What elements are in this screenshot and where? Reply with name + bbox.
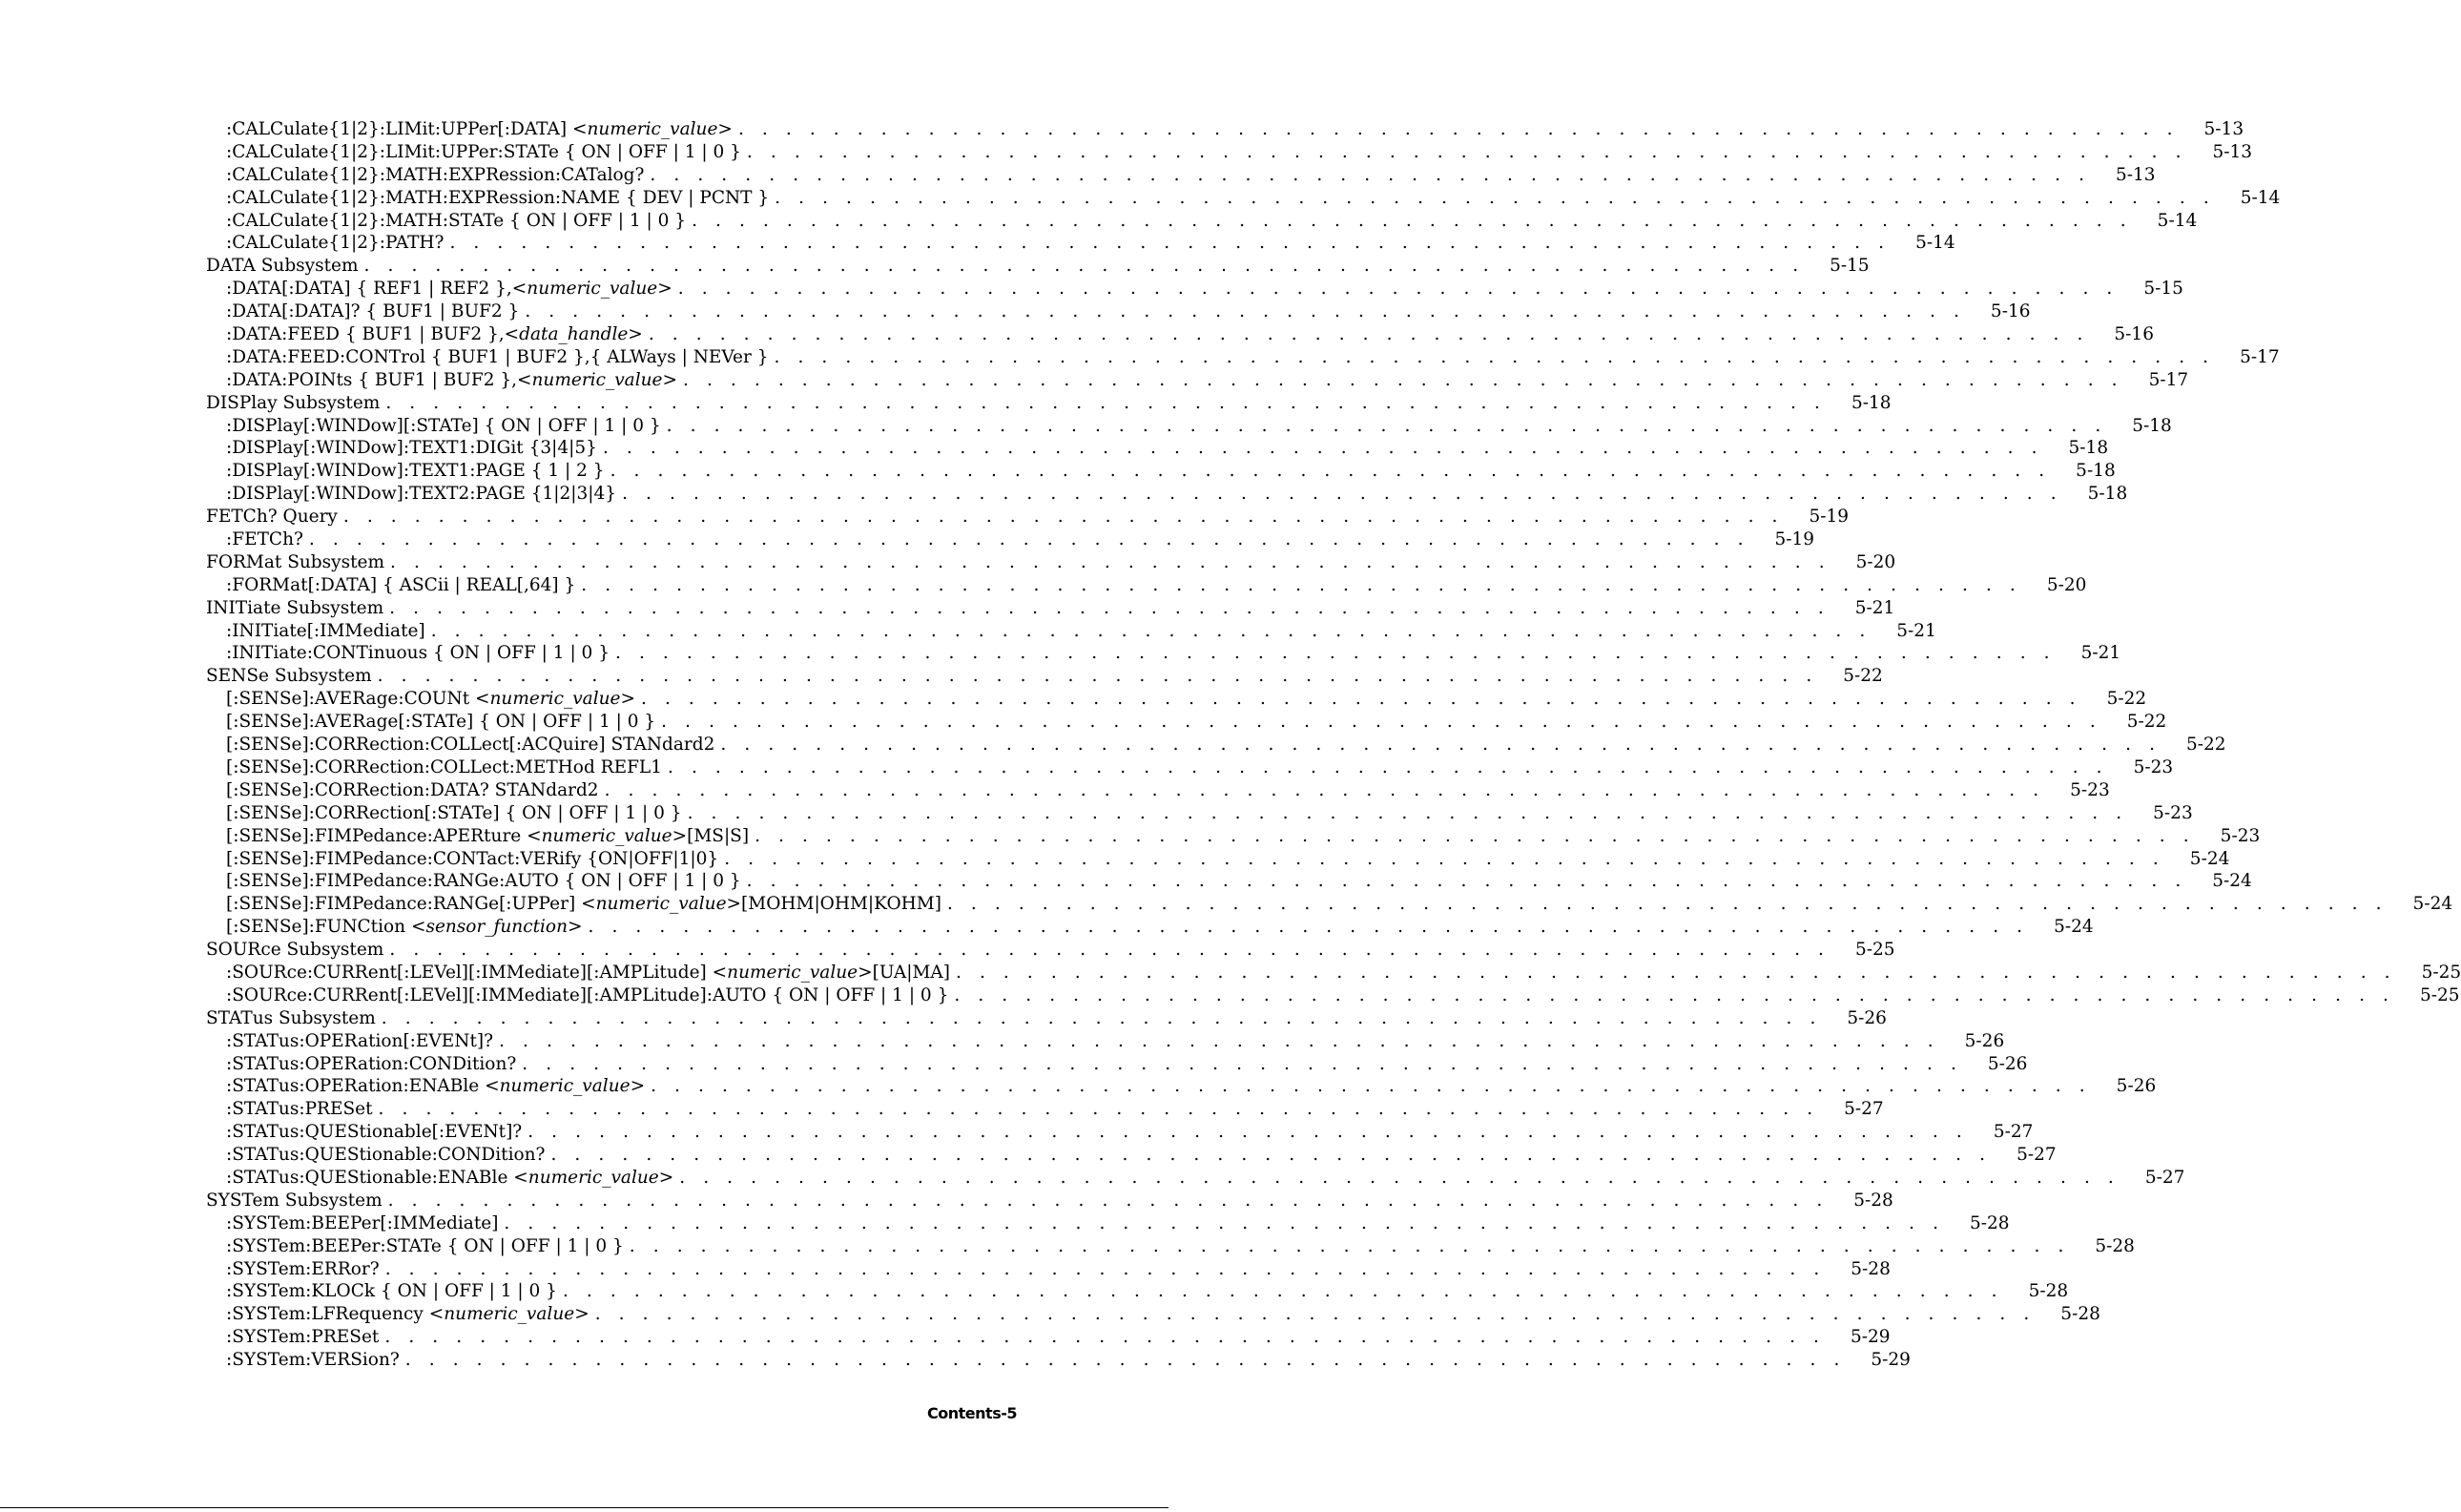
toc-subentry[interactable]	[206, 620, 1936, 643]
toc-subentry[interactable]	[206, 688, 2147, 711]
toc-entry-text: :STATus:OPERation:CONDition?	[226, 1053, 517, 1074]
toc-entry-text: :STATus:QUEStionable:CONDition?	[226, 1145, 546, 1166]
toc-page-number: 5-16	[1990, 301, 2031, 322]
toc-entry-label	[226, 848, 718, 871]
toc-entry-label	[226, 118, 733, 141]
toc-entry-text: :SYSTem:BEEPer:STATe { ON | OFF | 1 | 0 }	[226, 1235, 624, 1256]
toc-entry-label	[226, 346, 769, 369]
toc-subentry[interactable]	[206, 1349, 1911, 1372]
toc-page-number: 5-23	[2133, 756, 2174, 777]
toc-section-entry[interactable]	[206, 665, 1883, 688]
toc-entry-label	[226, 802, 682, 825]
toc-entry-parameter: <numeric_value>	[475, 689, 635, 710]
toc-entry-text: :DISPlay[:WINDow]:TEXT2:PAGE {1|2|3|4}	[226, 484, 617, 505]
toc-entry-label	[226, 1258, 380, 1281]
toc-entry-label	[206, 1190, 383, 1212]
toc-subentry[interactable]	[206, 1258, 1891, 1281]
toc-page-number: 5-19	[1809, 507, 1850, 528]
toc-entry-label	[226, 300, 519, 323]
toc-entry-text: :DATA:FEED { BUF1 | BUF2 },	[226, 324, 505, 345]
toc-entry-text: [:SENSe]:AVERage[:STATe] { ON | OFF | 1 | 0 }	[226, 712, 656, 733]
toc-entry-text: :SYSTem:LFRequency	[226, 1304, 429, 1325]
toc-entry-label	[226, 1212, 498, 1235]
toc-page-number: 5-17	[2148, 369, 2189, 390]
toc-entry-text: :STATus:OPERation:ENABle	[226, 1076, 486, 1097]
toc-page-number: 5-14	[2157, 210, 2198, 231]
toc-subentry[interactable]	[206, 1235, 2135, 1258]
toc-entry-text: [:SENSe]:CORRection:COLLect:METHod REFL1	[226, 756, 662, 777]
toc-subentry[interactable]	[206, 1280, 2069, 1303]
toc-section-entry[interactable]	[206, 1007, 1887, 1030]
dot-leader: . . . . . . . . . . . . . . . . . . . . . . . . . . . . . . . . . . . . . . . . . . . . . . . . . . . . . . . . . . . . .	[629, 1235, 2070, 1256]
toc-page-number: 5-18	[2132, 415, 2172, 436]
toc-entry-label	[226, 187, 769, 210]
toc-subentry[interactable]	[206, 1303, 2100, 1326]
toc-subentry[interactable]	[206, 802, 2193, 825]
dot-leader: . . . . . . . . . . . . . . . . . . . . . . . . . . . . . . . . . . . . . . . . . . . . . . . . . . . . . . . . . . . . .	[308, 529, 1750, 550]
dot-leader: . . . . . . . . . . . . . . . . . . . . . . . . . . . . . . . . . . . . . . . . . . . . . . . . . . . . . . . . . . . . .	[954, 984, 2395, 1005]
toc-entry-label	[206, 551, 384, 574]
toc-entry-text: [:SENSe]:FIMPedance:APERture	[226, 825, 527, 846]
toc-subentry[interactable]	[206, 1167, 2185, 1190]
toc-entry-label	[226, 415, 661, 438]
dot-leader: . . . . . . . . . . . . . . . . . . . . . . . . . . . . . . . . . . . . . . . . . . . . . . . . . . . . . . . . . . . . .	[377, 666, 1818, 687]
toc-entry-label	[226, 141, 741, 164]
toc-page-number: 5-16	[2114, 324, 2154, 345]
toc-entry-text: [:SENSe]:CORRection:COLLect[:ACQuire] STANdard2	[226, 735, 715, 756]
toc-entry-text: :SOURce:CURRent[:LEVel][:IMMediate][:AMPLitude]:AUTO { ON | OFF | 1 | 0 }	[226, 984, 949, 1005]
toc-subentry[interactable]	[206, 1144, 2057, 1167]
toc-entry-label	[226, 825, 749, 848]
dot-leader: . . . . . . . . . . . . . . . . . . . . . . . . . . . . . . . . . . . . . . . . . . . . . . . . . . . . . . . . . . . . .	[666, 415, 2107, 436]
dot-leader: . . . . . . . . . . . . . . . . . . . . . . . . . . . . . . . . . . . . . . . . . . . . . . . . . . . . . . . . . . . . .	[610, 461, 2051, 482]
toc-page-number: 5-27	[1993, 1122, 2034, 1143]
toc-entry-label	[226, 642, 610, 665]
toc-subentry[interactable]	[206, 210, 2198, 233]
toc-entry-text: [:SENSe]:AVERage:COUNt	[226, 689, 476, 710]
dot-leader: . . . . . . . . . . . . . . . . . . . . . . . . . . . . . . . . . . . . . . . . . . . . . . . . . . . . . . . . . . . . .	[661, 712, 2102, 733]
toc-subentry[interactable]	[206, 574, 2087, 597]
toc-page-number: 5-15	[2143, 279, 2183, 300]
toc-subentry[interactable]	[206, 346, 2280, 369]
toc-entry-label	[206, 665, 372, 688]
toc-page-number: 5-26	[1847, 1007, 1887, 1028]
toc-entry-label	[226, 323, 643, 346]
toc-entry-label	[226, 1144, 545, 1167]
toc-entry-label	[226, 369, 677, 392]
toc-entry-text: :SYSTem:BEEPer[:IMMediate]	[226, 1212, 499, 1233]
dot-leader: . . . . . . . . . . . . . . . . . . . . . . . . . . . . . . . . . . . . . . . . . . . . . . . . . . . . . . . . . . . . .	[679, 1167, 2120, 1188]
toc-subentry[interactable]	[206, 916, 2094, 939]
toc-entry-label	[226, 1053, 516, 1076]
toc-page-number: 5-22	[2185, 735, 2226, 756]
toc-entry-label	[206, 506, 338, 528]
dot-leader: . . . . . . . . . . . . . . . . . . . . . . . . . . . . . . . . . . . . . . . . . . . . . . . . . . . . . . . . . . . . .	[342, 507, 1785, 528]
toc-entry-parameter: <numeric_value>	[485, 1076, 646, 1097]
toc-subentry[interactable]	[206, 1098, 1884, 1121]
toc-page-number: 5-18	[1851, 392, 1892, 413]
toc-page-number: 5-25	[2421, 962, 2461, 983]
bottom-rule	[0, 1507, 1168, 1508]
toc-entry-text: :SYSTem:VERSion?	[226, 1350, 400, 1371]
toc-entry-label	[226, 711, 655, 734]
toc-page-number: 5-22	[2126, 712, 2167, 733]
dot-leader: . . . . . . . . . . . . . . . . . . . . . . . . . . . . . . . . . . . . . . . . . . . . . . . . . . . . . . . . . . . . .	[384, 1258, 1826, 1279]
toc-page-number: 5-26	[1964, 1030, 2005, 1051]
toc-entry-text: :STATus:QUEStionable:ENABle	[226, 1167, 514, 1188]
toc-entry-label	[226, 1235, 624, 1258]
toc-page-number: 5-24	[2189, 848, 2230, 869]
toc-subentry[interactable]	[206, 734, 2226, 756]
toc-entry-text: :CALCulate{1|2}:MATH:EXPRession:CATalog?	[226, 164, 645, 185]
toc-entry-label	[226, 483, 616, 506]
toc-entry-label	[206, 255, 359, 278]
toc-entry-text: DATA Subsystem	[206, 256, 359, 277]
toc-entry-text: :INITiate[:IMMediate]	[226, 620, 425, 641]
toc-entry-parameter: <numeric_value>	[581, 894, 742, 915]
toc-entry-label	[226, 460, 605, 483]
dot-leader: . . . . . . . . . . . . . . . . . . . . . . . . . . . . . . . . . . . . . . . . . . . . . . . . . . . . . . . . . . . . .	[384, 1327, 1826, 1348]
toc-entry-label	[226, 574, 575, 597]
toc-entry-text: :DISPlay[:WINDow][:STATe] { ON | OFF | 1 | 0 }	[226, 415, 661, 436]
toc-subentry[interactable]	[206, 870, 2252, 893]
toc-entry-label	[206, 939, 383, 962]
toc-page-number: 5-14	[2240, 187, 2281, 208]
dot-leader: . . . . . . . . . . . . . . . . . . . . . . . . . . . . . . . . . . . . . . . . . . . . . . . . . . . . . . . . . . . . .	[720, 735, 2161, 756]
toc-page-number: 5-15	[1830, 256, 1870, 277]
dot-leader: . . . . . . . . . . . . . . . . . . . . . . . . . . . . . . . . . . . . . . . . . . . . . . . . . . . . . . . . . . . . .	[650, 164, 2091, 185]
toc-entry-suffix: [UA|MA]	[872, 962, 950, 983]
toc-page-number: 5-27	[2016, 1145, 2057, 1166]
toc-entry-text: :DATA[:DATA] { REF1 | REF2 },	[226, 279, 512, 300]
toc-subentry[interactable]	[206, 848, 2230, 871]
toc-page-number: 5-28	[2028, 1281, 2069, 1302]
toc-page-number: 5-17	[2240, 346, 2280, 367]
dot-leader: . . . . . . . . . . . . . . . . . . . . . . . . . . . . . . . . . . . . . . . . . . . . . . . . . . . . . . . . . . . . .	[737, 119, 2180, 139]
toc-entry-text: :FETCh?	[226, 529, 303, 550]
toc-page-number: 5-28	[2095, 1235, 2135, 1256]
toc-entry-label	[226, 210, 686, 233]
dot-leader: . . . . . . . . . . . . . . . . . . . . . . . . . . . . . . . . . . . . . . . . . . . . . . . . . . . . . . . . . . . . .	[746, 871, 2187, 892]
toc-subentry[interactable]	[206, 825, 2261, 848]
dot-leader: . . . . . . . . . . . . . . . . . . . . . . . . . . . . . . . . . . . . . . . . . . . . . . . . . . . . . . . . . . . . .	[504, 1212, 1945, 1233]
toc-entry-text: :STATus:QUEStionable[:EVENt]?	[226, 1122, 523, 1143]
toc-page-number: 5-21	[2080, 643, 2121, 664]
toc-page-number: 5-27	[1844, 1099, 1884, 1120]
dot-leader: . . . . . . . . . . . . . . . . . . . . . . . . . . . . . . . . . . . . . . . . . . . . . . . . . . . . . . . . . . . . .	[404, 1350, 1846, 1371]
toc-entry-label	[226, 1098, 373, 1121]
toc-subentry[interactable]	[206, 460, 2116, 483]
toc-entry-text: [:SENSe]:CORRection[:STATe] { ON | OFF | 1 | 0 }	[226, 802, 682, 823]
dot-leader: . . . . . . . . . . . . . . . . . . . . . . . . . . . . . . . . . . . . . . . . . . . . . . . . . . . . . . . . . . . . .	[385, 392, 1827, 413]
toc-page-number: 5-24	[2212, 871, 2252, 892]
toc-page-number: 5-25	[1854, 940, 1895, 961]
dot-leader: . . . . . . . . . . . . . . . . . . . . . . . . . . . . . . . . . . . . . . . . . . . . . . . . . . . . . . . . . . . . .	[430, 620, 1872, 641]
toc-page-number: 5-23	[2220, 825, 2261, 846]
dot-leader: . . . . . . . . . . . . . . . . . . . . . . . . . . . . . . . . . . . . . . . . . . . . . . . . . . . . . . . . . . . . .	[651, 1076, 2092, 1097]
toc-entry-text: :STATus:PRESet	[226, 1099, 373, 1120]
toc-page-number: 5-21	[1854, 597, 1895, 618]
toc-entry-parameter: <sensor_function>	[410, 917, 583, 938]
toc-entry-text: :SYSTem:ERRor?	[226, 1258, 380, 1279]
dot-leader: . . . . . . . . . . . . . . . . . . . . . . . . . . . . . . . . . . . . . . . . . . . . . . . . . . . . . . . . . . . . .	[668, 756, 2109, 777]
toc-entry-parameter: <numeric_value>	[513, 1167, 674, 1188]
toc-page-number: 5-25	[2419, 984, 2460, 1005]
toc-entry-label	[226, 1167, 673, 1190]
dot-leader: . . . . . . . . . . . . . . . . . . . . . . . . . . . . . . . . . . . . . . . . . . . . . . . . . . . . . . . . . . . . .	[499, 1030, 1940, 1051]
dot-leader: . . . . . . . . . . . . . . . . . . . . . . . . . . . . . . . . . . . . . . . . . . . . . . . . . . . . . . . . . . . . .	[724, 848, 2165, 869]
toc-entry-label	[226, 528, 303, 551]
toc-page-number: 5-26	[1987, 1053, 2028, 1074]
toc-entry-text: :STATus:OPERation[:EVENt]?	[226, 1030, 494, 1051]
toc-entry-label	[226, 1280, 557, 1303]
toc-subentry[interactable]	[206, 118, 2244, 141]
toc-entry-text: [:SENSe]:CORRection:DATA? STANdard2	[226, 779, 599, 800]
toc-subentry[interactable]	[206, 323, 2154, 346]
toc-entry-text: :CALCulate{1|2}:LIMit:UPPer:STATe { ON | OFF | 1 | 0 }	[226, 141, 741, 162]
toc-subentry[interactable]	[206, 437, 2109, 460]
toc-entry-label	[226, 620, 425, 643]
toc-subentry[interactable]	[206, 187, 2281, 210]
toc-entry-text: :DISPlay[:WINDow]:TEXT1:DIGit {3|4|5}	[226, 438, 597, 459]
toc-entry-text: :SYSTem:KLOCk { ON | OFF | 1 | 0 }	[226, 1281, 557, 1302]
toc-subentry[interactable]	[206, 642, 2121, 665]
toc-subentry[interactable]	[206, 141, 2253, 164]
dot-leader: . . . . . . . . . . . . . . . . . . . . . . . . . . . . . . . . . . . . . . . . . . . . . . . . . . . . . . . . . . . . .	[955, 962, 2397, 983]
toc-entry-label	[226, 734, 714, 756]
toc-entry-label	[226, 1303, 589, 1326]
toc-page-number: 5-20	[2046, 574, 2087, 595]
dot-leader: . . . . . . . . . . . . . . . . . . . . . . . . . . . . . . . . . . . . . . . . . . . . . . . . . . . . . . . . . . . . .	[692, 210, 2133, 231]
toc-section-entry[interactable]	[206, 597, 1895, 620]
toc-page-number: 5-22	[2106, 689, 2147, 710]
toc-page-number: 5-22	[1843, 666, 1883, 687]
dot-leader: . . . . . . . . . . . . . . . . . . . . . . . . . . . . . . . . . . . . . . . . . . . . . . . . . . . . . . . . . . . . .	[755, 825, 2196, 846]
toc-entry-suffix: [MS|S]	[687, 825, 750, 846]
dot-leader: . . . . . . . . . . . . . . . . . . . . . . . . . . . . . . . . . . . . . . . . . . . . . . . . . . . . . . . . . . . . .	[594, 1304, 2036, 1325]
toc-page-number: 5-14	[1915, 233, 1955, 254]
dot-leader: . . . . . . . . . . . . . . . . . . . . . . . . . . . . . . . . . . . . . . . . . . . . . . . . . . . . . . . . . . . . .	[622, 484, 2063, 505]
toc-section-entry[interactable]	[206, 551, 1896, 574]
toc-page-number: 5-13	[2203, 119, 2244, 139]
dot-leader: . . . . . . . . . . . . . . . . . . . . . . . . . . . . . . . . . . . . . . . . . . . . . . . . . . . . . . . . . . . . .	[581, 574, 2022, 595]
toc-entry-text: :CALCulate{1|2}:LIMit:UPPer[:DATA]	[226, 119, 572, 139]
toc-entry-label	[226, 688, 635, 711]
dot-leader: . . . . . . . . . . . . . . . . . . . . . . . . . . . . . . . . . . . . . . . . . . . . . . . . . . . . . . . . . . . . .	[389, 597, 1830, 618]
toc-entry-parameter: <numeric_value>	[571, 119, 733, 139]
toc-subentry[interactable]	[206, 300, 2031, 323]
dot-leader: . . . . . . . . . . . . . . . . . . . . . . . . . . . . . . . . . . . . . . . . . . . . . . . . . . . . . . . . . . . . .	[588, 917, 2029, 938]
toc-entry-parameter: <numeric_value>	[428, 1304, 589, 1325]
dot-leader: . . . . . . . . . . . . . . . . . . . . . . . . . . . . . . . . . . . . . . . . . . . . . . . . . . . . . . . . . . . . .	[522, 1053, 1963, 1074]
toc-page-number: 5-28	[1851, 1258, 1891, 1279]
toc-entry-text: :SOURce:CURRent[:LEVel][:IMMediate][:AMPLitude]	[226, 962, 713, 983]
toc-subentry[interactable]	[206, 893, 2453, 916]
toc-page-number: 5-23	[2070, 779, 2110, 800]
toc-subentry[interactable]	[206, 779, 2110, 802]
dot-leader: . . . . . . . . . . . . . . . . . . . . . . . . . . . . . . . . . . . . . . . . . . . . . . . . . . . . . . . . . . . . .	[946, 894, 2389, 915]
dot-leader: . . . . . . . . . . . . . . . . . . . . . . . . . . . . . . . . . . . . . . . . . . . . . . . . . . . . . . . . . . . . .	[562, 1281, 2004, 1302]
toc-entry-label	[226, 1349, 400, 1372]
dot-leader: . . . . . . . . . . . . . . . . . . . . . . . . . . . . . . . . . . . . . . . . . . . . . . . . . . . . . . . . . . . . .	[746, 141, 2188, 162]
toc-entry-text: SYSTem Subsystem	[206, 1190, 383, 1211]
toc-subentry[interactable]	[206, 369, 2189, 392]
toc-entry-text: :CALCulate{1|2}:PATH?	[226, 233, 445, 254]
toc-entry-parameter: <numeric_value>	[527, 825, 688, 846]
toc-entry-text: SOURce Subsystem	[206, 940, 384, 961]
toc-entry-label	[226, 1121, 522, 1144]
dot-leader: . . . . . . . . . . . . . . . . . . . . . . . . . . . . . . . . . . . . . . . . . . . . . . . . . . . . . . . . . . . . .	[389, 940, 1830, 961]
toc-page-number: 5-29	[1871, 1350, 1911, 1371]
toc-section-entry[interactable]	[206, 392, 1892, 415]
toc-page-number: 5-21	[1896, 620, 1936, 641]
toc-page-number: 5-29	[1850, 1327, 1891, 1348]
toc-entry-label	[226, 278, 672, 300]
toc-entry-label	[226, 437, 597, 460]
toc-entry-label	[206, 597, 383, 620]
toc-subentry[interactable]	[206, 1212, 2010, 1235]
toc-entry-label	[226, 893, 941, 916]
toc-entry-label	[226, 1326, 379, 1349]
toc-page-number: 5-13	[2212, 141, 2253, 162]
toc-page-number: 5-23	[2153, 802, 2193, 823]
dot-leader: . . . . . . . . . . . . . . . . . . . . . . . . . . . . . . . . . . . . . . . . . . . . . . . . . . . . . . . . . . . . .	[687, 802, 2128, 823]
dot-leader: . . . . . . . . . . . . . . . . . . . . . . . . . . . . . . . . . . . . . . . . . . . . . . . . . . . . . . . . . . . . .	[525, 301, 1966, 322]
toc-entry-text: :INITiate:CONTinuous { ON | OFF | 1 | 0 }	[226, 643, 610, 664]
toc-page-number: 5-20	[1855, 551, 1896, 572]
page-number-footer: Contents-5	[927, 1404, 1017, 1422]
toc-entry-text: :FORMat[:DATA] { ASCii | REAL[,64] }	[226, 574, 576, 595]
toc-entry-text: :SYSTem:PRESet	[226, 1327, 380, 1348]
toc-entry-label	[206, 1007, 376, 1030]
toc-entry-label	[226, 164, 644, 187]
toc-subentry[interactable]	[206, 1053, 2028, 1076]
toc-page-number: 5-18	[2076, 461, 2116, 482]
toc-subentry[interactable]	[206, 984, 2460, 1007]
dot-leader: . . . . . . . . . . . . . . . . . . . . . . . . . . . . . . . . . . . . . . . . . . . . . . . . . . . . . . . . . . . . .	[604, 779, 2045, 800]
toc-entry-text: FETCh? Query	[206, 507, 338, 528]
dot-leader: . . . . . . . . . . . . . . . . . . . . . . . . . . . . . . . . . . . . . . . . . . . . . . . . . . . . . . . . . . . . .	[381, 1007, 1822, 1028]
toc-page-number: 5-18	[2068, 438, 2109, 459]
toc-entry-parameter: <numeric_value>	[712, 962, 873, 983]
toc-page-number: 5-28	[2060, 1304, 2100, 1325]
toc-page-number: 5-24	[2412, 894, 2453, 915]
toc-subentry[interactable]	[206, 278, 2183, 300]
toc-page-number: 5-26	[2116, 1076, 2157, 1097]
toc-entry-parameter: <numeric_value>	[517, 369, 677, 390]
toc-entry-text: SENSe Subsystem	[206, 666, 372, 687]
toc-entry-label	[206, 392, 380, 415]
toc-entry-label	[226, 870, 741, 893]
dot-leader: . . . . . . . . . . . . . . . . . . . . . . . . . . . . . . . . . . . . . . . . . . . . . . . . . . . . . . . . . . . . .	[774, 346, 2215, 367]
toc-entry-text: INITiate Subsystem	[206, 597, 384, 618]
toc-entry-text: :DISPlay[:WINDow]:TEXT1:PAGE { 1 | 2 }	[226, 461, 605, 482]
toc-entry-label	[226, 1030, 493, 1053]
dot-leader: . . . . . . . . . . . . . . . . . . . . . . . . . . . . . . . . . . . . . . . . . . . . . . . . . . . . . . . . . . . . .	[614, 643, 2057, 664]
toc-entry-label	[226, 962, 950, 984]
table-of-contents	[206, 118, 2461, 1372]
dot-leader: . . . . . . . . . . . . . . . . . . . . . . . . . . . . . . . . . . . . . . . . . . . . . . . . . . . . . . . . . . . . .	[775, 187, 2216, 208]
toc-subentry[interactable]	[206, 1030, 2005, 1053]
toc-entry-label	[226, 232, 444, 255]
toc-entry-text: :CALCulate{1|2}:MATH:EXPRession:NAME { DEV | PCNT }	[226, 187, 770, 208]
toc-subentry[interactable]	[206, 1121, 2034, 1144]
toc-section-entry[interactable]	[206, 506, 1850, 528]
dot-leader: . . . . . . . . . . . . . . . . . . . . . . . . . . . . . . . . . . . . . . . . . . . . . . . . . . . . . . . . . . . . .	[378, 1099, 1819, 1120]
toc-page-number: 5-24	[2054, 917, 2094, 938]
toc-entry-suffix: [MOHM|OHM|KOHM]	[741, 894, 941, 915]
toc-entry-text: DISPlay Subsystem	[206, 392, 381, 413]
toc-section-entry[interactable]	[206, 939, 1895, 962]
dot-leader: . . . . . . . . . . . . . . . . . . . . . . . . . . . . . . . . . . . . . . . . . . . . . . . . . . . . . . . . . . . . .	[363, 256, 1805, 277]
toc-entry-parameter: <data_handle>	[504, 324, 643, 345]
toc-section-entry[interactable]	[206, 255, 1870, 278]
dot-leader: . . . . . . . . . . . . . . . . . . . . . . . . . . . . . . . . . . . . . . . . . . . . . . . . . . . . . . . . . . . . .	[550, 1145, 1992, 1166]
dot-leader: . . . . . . . . . . . . . . . . . . . . . . . . . . . . . . . . . . . . . . . . . . . . . . . . . . . . . . . . . . . . .	[449, 233, 1891, 254]
dot-leader: . . . . . . . . . . . . . . . . . . . . . . . . . . . . . . . . . . . . . . . . . . . . . . . . . . . . . . . . . . . . .	[648, 324, 2089, 345]
toc-subentry[interactable]	[206, 232, 1955, 255]
toc-entry-label	[226, 916, 582, 939]
dot-leader: . . . . . . . . . . . . . . . . . . . . . . . . . . . . . . . . . . . . . . . . . . . . . . . . . . . . . . . . . . . . .	[677, 279, 2119, 300]
toc-entry-text: STATus Subsystem	[206, 1007, 376, 1028]
toc-entry-text: :DATA:FEED:CONTrol { BUF1 | BUF2 },{ ALWays | NEVer }	[226, 346, 769, 367]
toc-entry-label	[226, 756, 662, 779]
toc-page-number: 5-28	[1970, 1212, 2010, 1233]
dot-leader: . . . . . . . . . . . . . . . . . . . . . . . . . . . . . . . . . . . . . . . . . . . . . . . . . . . . . . . . . . . . .	[387, 1190, 1829, 1211]
toc-entry-text: [:SENSe]:FIMPedance:CONTact:VERify {ON|OFF|1|0}	[226, 848, 719, 869]
toc-entry-parameter: <numeric_value>	[511, 279, 672, 300]
toc-entry-text: :DATA:POINts { BUF1 | BUF2 },	[226, 369, 518, 390]
toc-entry-text: [:SENSe]:FUNCtion	[226, 917, 411, 938]
toc-entry-text: FORMat Subsystem	[206, 551, 385, 572]
toc-entry-text: :CALCulate{1|2}:MATH:STATe { ON | OFF | 1 | 0 }	[226, 210, 687, 231]
toc-entry-text: [:SENSe]:FIMPedance:RANGe[:UPPer]	[226, 894, 582, 915]
toc-subentry[interactable]	[206, 1326, 1891, 1349]
toc-subentry[interactable]	[206, 962, 2461, 984]
toc-subentry[interactable]	[206, 711, 2167, 734]
toc-subentry[interactable]	[206, 1075, 2157, 1098]
dot-leader: . . . . . . . . . . . . . . . . . . . . . . . . . . . . . . . . . . . . . . . . . . . . . . . . . . . . . . . . . . . . .	[390, 551, 1831, 572]
toc-entry-label	[226, 1075, 645, 1098]
toc-entry-label	[226, 984, 948, 1007]
dot-leader: . . . . . . . . . . . . . . . . . . . . . . . . . . . . . . . . . . . . . . . . . . . . . . . . . . . . . . . . . . . . .	[682, 369, 2124, 390]
toc-page-number: 5-28	[1853, 1190, 1893, 1211]
toc-entry-label	[226, 779, 599, 802]
toc-page-number: 5-27	[2144, 1167, 2185, 1188]
toc-section-entry[interactable]	[206, 1190, 1893, 1212]
toc-entry-text: [:SENSe]:FIMPedance:RANGe:AUTO { ON | OFF | 1 | 0 }	[226, 871, 741, 892]
toc-subentry[interactable]	[206, 415, 2172, 438]
toc-page-number: 5-18	[2087, 484, 2128, 505]
toc-subentry[interactable]	[206, 483, 2128, 506]
toc-page-number: 5-13	[2116, 164, 2156, 185]
toc-subentry[interactable]	[206, 528, 1815, 551]
dot-leader: . . . . . . . . . . . . . . . . . . . . . . . . . . . . . . . . . . . . . . . . . . . . . . . . . . . . . . . . . . . . .	[640, 689, 2082, 710]
dot-leader: . . . . . . . . . . . . . . . . . . . . . . . . . . . . . . . . . . . . . . . . . . . . . . . . . . . . . . . . . . . . .	[527, 1122, 1969, 1143]
toc-subentry[interactable]	[206, 756, 2174, 779]
dot-leader: . . . . . . . . . . . . . . . . . . . . . . . . . . . . . . . . . . . . . . . . . . . . . . . . . . . . . . . . . . . . .	[602, 438, 2044, 459]
toc-entry-text: :DATA[:DATA]? { BUF1 | BUF2 }	[226, 301, 520, 322]
toc-page-number: 5-19	[1774, 529, 1815, 550]
toc-subentry[interactable]	[206, 164, 2156, 187]
